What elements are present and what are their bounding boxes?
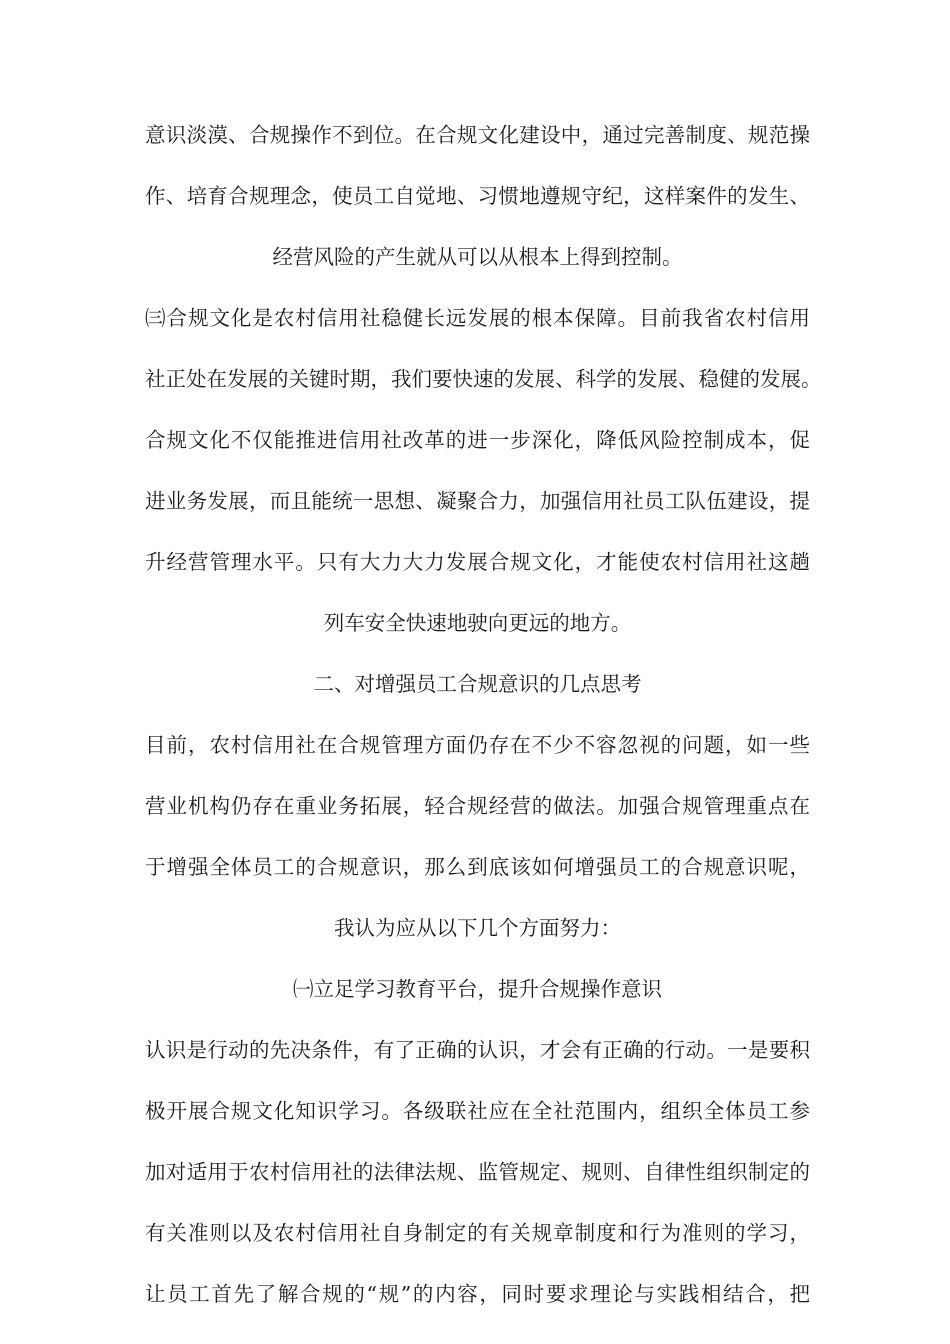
text-line: 有关准则以及农村信用社自身制定的有关规章制度和行为准则的学习， — [145, 1221, 810, 1245]
text-line: 让员工首先了解合规的“规”的内容，同时要求理论与实践相结合，把 — [145, 1282, 810, 1306]
section-heading: 二、对增强员工合规意识的几点思考 — [313, 672, 642, 696]
text-line: 社正处在发展的关键时期，我们要快速的发展、科学的发展、稳健的发展。 — [145, 367, 822, 391]
text-line: 作、培育合规理念，使员工自觉地、习惯地遵规守纪，这样案件的发生、 — [145, 184, 810, 208]
text-line: 加对适用于农村信用社的法律法规、监管规定、规则、自律性组织制定的 — [145, 1160, 810, 1184]
text-line: 我认为应从以下几个方面努力： — [334, 916, 621, 940]
text-line: 升经营管理水平。只有大力大力发展合规文化，才能使农村信用社这趟 — [145, 550, 810, 574]
text-line: 意识淡漠、合规操作不到位。在合规文化建设中，通过完善制度、规范操 — [145, 123, 810, 147]
text-line: 极开展合规文化知识学习。各级联社应在全社范围内，组织全体员工参 — [145, 1099, 810, 1123]
text-line: 合规文化不仅能推进信用社改革的进一步深化，降低风险控制成本，促 — [145, 428, 810, 452]
text-line: ㈢合规文化是农村信用社稳健长远发展的根本保障。目前我省农村信用 — [145, 306, 810, 330]
subsection-heading: ㈠立足学习教育平台，提升合规操作意识 — [293, 977, 662, 1001]
text-line: 于增强全体员工的合规意识，那么到底该如何增强员工的合规意识呢， — [145, 855, 810, 879]
text-line: 目前，农村信用社在合规管理方面仍存在不少不容忽视的问题，如一些 — [145, 733, 810, 757]
text-line: 营业机构仍存在重业务拓展，轻合规经营的做法。加强合规管理重点在 — [145, 794, 810, 818]
text-line: 认识是行动的先决条件，有了正确的认识，才会有正确的行动。一是要积 — [145, 1038, 810, 1062]
text-line: 进业务发展，而且能统一思想、凝聚合力，加强信用社员工队伍建设，提 — [145, 489, 810, 513]
text-line: 经营风险的产生就从可以从根本上得到控制。 — [272, 245, 683, 269]
text-line: 列车安全快速地驶向更远的地方。 — [323, 611, 632, 635]
